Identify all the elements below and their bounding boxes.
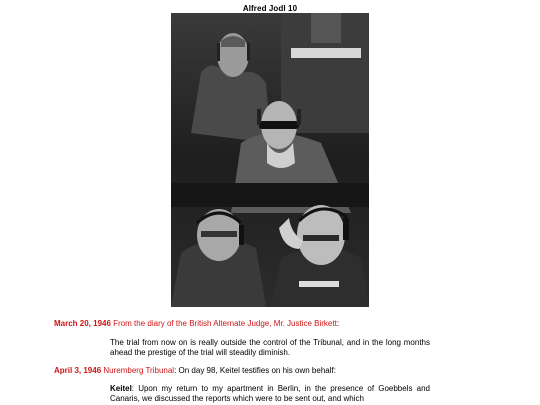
entry-quote xyxy=(110,338,430,358)
entry-suffix: : On day 98, Keitel testifies on his own behalf: xyxy=(174,366,336,375)
entry-body-text: : Upon my return to my apartment in Berlin, in the presence of Goebbels and Canaris, we discussed the reports which were to be sent out, and which xyxy=(110,384,430,403)
entry-heading xyxy=(54,366,336,376)
courtroom-photo xyxy=(171,13,369,307)
entry-source: From the diary of the British Alternate Judge, Mr. Justice Birkett xyxy=(113,319,337,328)
entry-source: Nuremberg Tribunal xyxy=(103,366,175,375)
page-title: Alfred Jodl 10 xyxy=(242,4,298,13)
entry-speaker: Keitel xyxy=(110,384,132,393)
entry-date: March 20, 1946 xyxy=(54,319,111,328)
entry-body-text: The trial from now on is really outside the control of the Tribunal, and in the long months ahead the prestige of the trial will steadily diminish. xyxy=(110,338,430,357)
entry-quote xyxy=(110,384,430,404)
entry-suffix: : xyxy=(336,319,340,328)
entry-date: April 3, 1946 xyxy=(54,366,102,375)
entry-heading xyxy=(54,319,339,329)
